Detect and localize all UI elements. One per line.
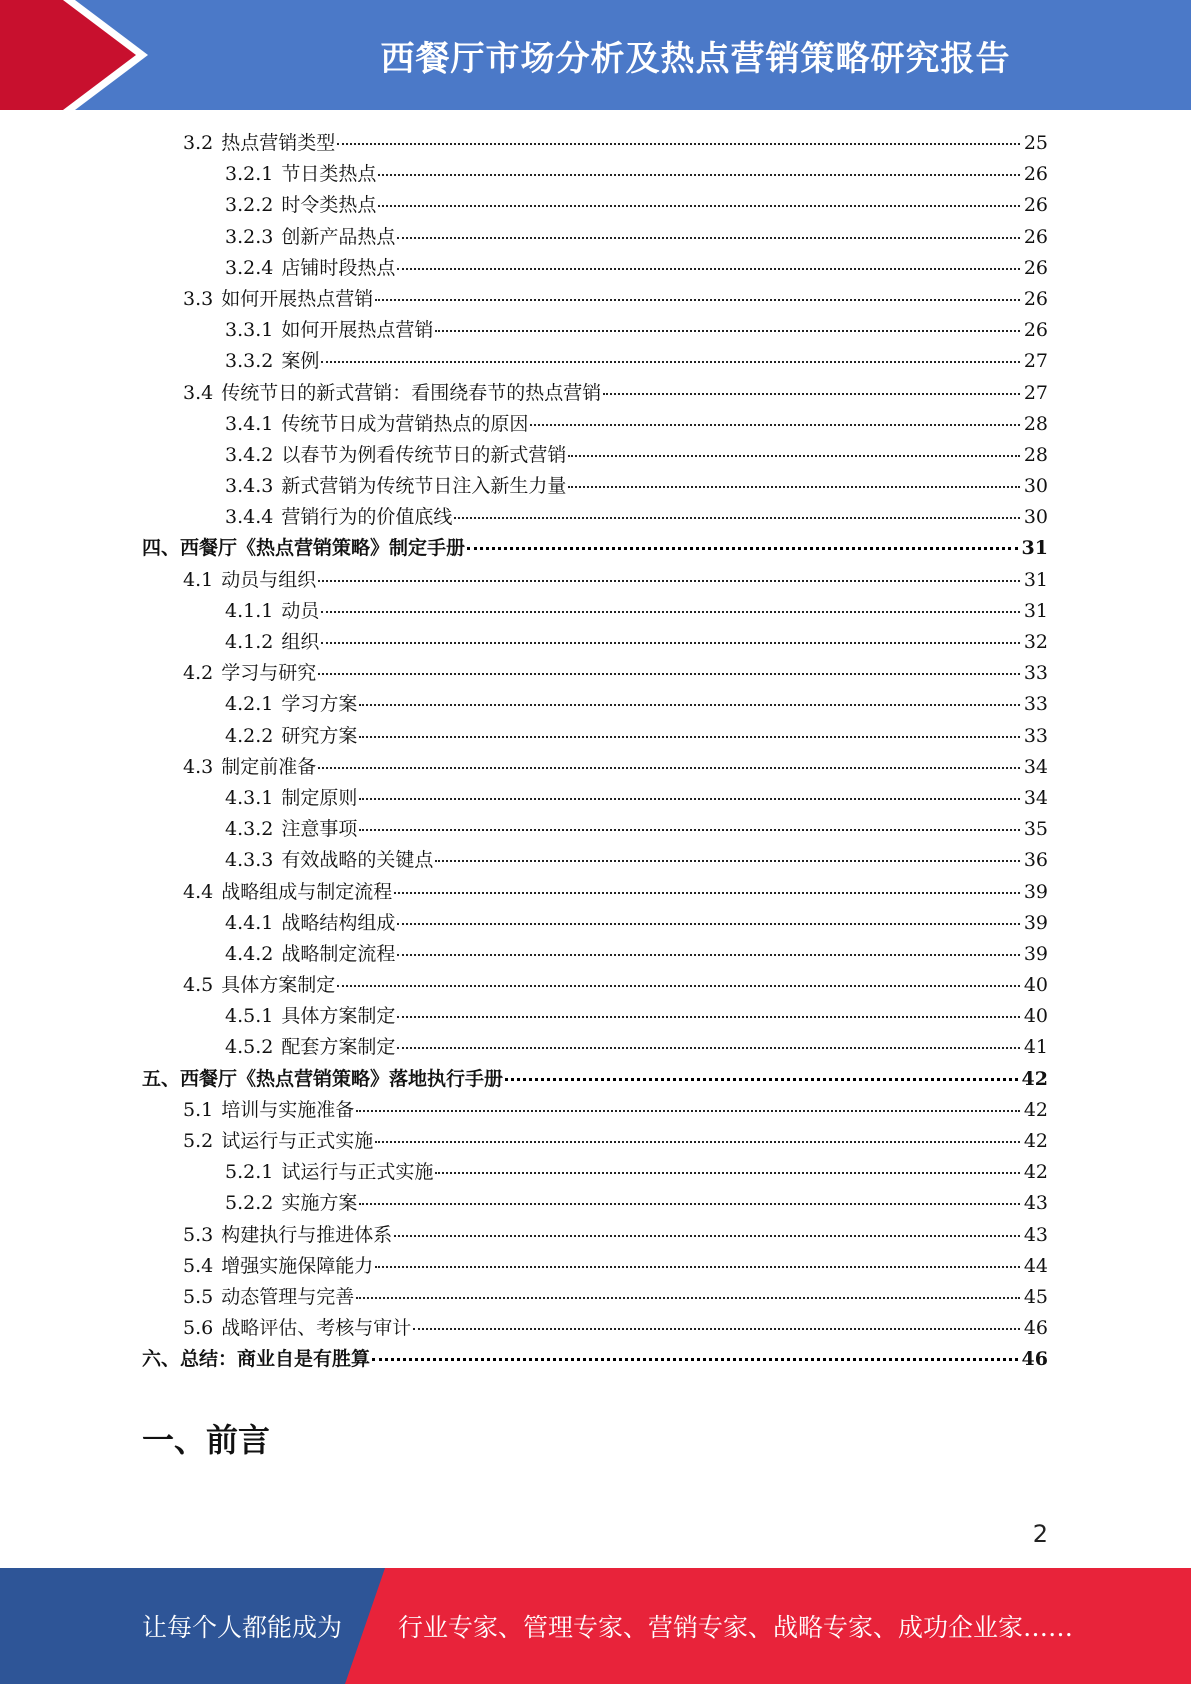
toc-entry[interactable] xyxy=(142,1126,1048,1157)
page-number: 2 xyxy=(1032,1520,1048,1548)
toc-entry-page: 25 xyxy=(1023,132,1048,154)
toc-dot-leader xyxy=(397,237,1019,239)
toc-entry-title: 制定前准备 xyxy=(221,755,317,778)
toc-entry-page: 31 xyxy=(1023,568,1048,591)
toc-entry-number: 4.2 xyxy=(183,662,214,685)
toc-entry[interactable] xyxy=(142,565,1048,596)
toc-dot-leader xyxy=(337,985,1020,987)
toc-entry[interactable] xyxy=(142,721,1048,752)
toc-dot-leader xyxy=(375,1266,1020,1268)
toc-dot-leader xyxy=(375,299,1020,301)
toc-dot-leader xyxy=(394,892,1020,894)
toc-entry-title: 动员 xyxy=(281,599,320,622)
toc-entry[interactable] xyxy=(142,409,1048,440)
toc-entry-title: 有效战略的关键点 xyxy=(281,849,434,872)
toc-entry[interactable] xyxy=(142,1188,1048,1219)
toc-entry-page: 28 xyxy=(1023,443,1048,466)
toc-dot-leader xyxy=(321,642,1019,644)
toc-entry-number: 4.3.2 xyxy=(225,818,274,841)
toc-entry-number: 3.2 xyxy=(183,132,214,154)
toc-entry-number: 3.2.4 xyxy=(225,256,274,279)
toc-dot-leader xyxy=(413,1328,1020,1330)
toc-entry-number: 4.3.3 xyxy=(225,849,274,872)
toc-dot-leader xyxy=(356,1110,1020,1112)
page-header xyxy=(0,0,1191,110)
toc-dot-leader xyxy=(318,673,1020,675)
toc-entry-title: 构建执行与推进体系 xyxy=(221,1223,393,1246)
toc-entry-title: 时令类热点 xyxy=(281,194,377,217)
toc-entry-title: 具体方案制定 xyxy=(281,1005,396,1028)
toc-dot-leader xyxy=(397,954,1019,956)
toc-entry-page: 46 xyxy=(1021,1348,1048,1371)
toc-entry-page: 34 xyxy=(1023,786,1048,809)
toc-entry[interactable] xyxy=(142,1032,1048,1063)
toc-entry-title: 以春节为例看传统节日的新式营销 xyxy=(281,443,567,466)
toc-entry-number: 4.4.1 xyxy=(225,911,274,934)
toc-dot-leader xyxy=(359,829,1019,831)
toc-entry[interactable] xyxy=(142,658,1048,689)
page-footer xyxy=(0,1568,1191,1684)
toc-entry[interactable] xyxy=(142,471,1048,502)
toc-entry-page: 30 xyxy=(1023,506,1048,529)
toc-entry-page: 31 xyxy=(1021,537,1048,560)
toc-entry-title: 案例 xyxy=(281,350,320,373)
toc-entry-number: 5.2.2 xyxy=(225,1192,274,1215)
toc-entry-title: 如何开展热点营销 xyxy=(221,287,374,310)
toc-entry-number: 5.4 xyxy=(183,1254,214,1277)
toc-entry-number: 5.2.1 xyxy=(225,1161,274,1184)
toc-dot-leader xyxy=(375,1141,1020,1143)
toc-entry-page: 40 xyxy=(1023,1005,1048,1028)
toc-entry-number: 3.4.3 xyxy=(225,475,274,498)
toc-dot-leader xyxy=(359,798,1019,800)
toc-entry[interactable] xyxy=(142,814,1048,845)
toc-entry-number: 4.4.2 xyxy=(225,942,274,965)
toc-entry-title: 研究方案 xyxy=(281,724,358,747)
toc-entry[interactable] xyxy=(142,190,1048,221)
toc-dot-leader xyxy=(454,517,1019,519)
toc-entry-title: 传统节日的新式营销：看围绕春节的热点营销 xyxy=(221,381,602,404)
toc-entry-title: 新式营销为传统节日注入新生力量 xyxy=(281,475,567,498)
toc-entry[interactable] xyxy=(142,627,1048,658)
toc-entry[interactable] xyxy=(142,845,1048,876)
toc-entry-page: 42 xyxy=(1023,1098,1048,1121)
toc-dot-leader xyxy=(394,1235,1020,1237)
toc-entry[interactable] xyxy=(142,1001,1048,1032)
toc-entry[interactable] xyxy=(142,877,1048,908)
toc-entry-page: 39 xyxy=(1023,942,1048,965)
toc-entry[interactable] xyxy=(142,970,1048,1001)
toc-entry-number: 4.5 xyxy=(183,974,214,997)
toc-dot-leader xyxy=(603,393,1020,395)
toc-entry-title: 营销行为的价值底线 xyxy=(281,506,453,529)
toc-dot-leader xyxy=(568,486,1019,488)
toc-entry-title: 配套方案制定 xyxy=(281,1036,396,1059)
toc-entry-title: 动员与组织 xyxy=(221,568,317,591)
toc-entry-number: 3.2.3 xyxy=(225,225,274,248)
toc-entry-title: 实施方案 xyxy=(281,1192,358,1215)
toc-entry-title: 战略组成与制定流程 xyxy=(221,880,393,903)
toc-entry-title: 增强实施保障能力 xyxy=(221,1254,374,1277)
toc-entry-title: 动态管理与完善 xyxy=(221,1285,355,1308)
toc-entry-page: 44 xyxy=(1023,1254,1048,1277)
toc-entry[interactable] xyxy=(142,533,1048,564)
toc-entry-title: 试运行与正式实施 xyxy=(281,1161,434,1184)
toc-entry-number: 5.5 xyxy=(183,1285,214,1308)
toc-entry-number: 4.1 xyxy=(183,568,214,591)
toc-entry-number: 3.3.1 xyxy=(225,319,274,342)
toc-entry-page: 45 xyxy=(1023,1285,1048,1308)
toc-dot-leader xyxy=(435,860,1019,862)
toc-entry-page: 26 xyxy=(1023,225,1048,248)
toc-entry-number: 3.2.2 xyxy=(225,194,274,217)
toc-entry-number: 5.6 xyxy=(183,1317,214,1340)
toc-entry-page: 28 xyxy=(1023,412,1048,435)
toc-entry-title: 战略制定流程 xyxy=(281,942,396,965)
toc-entry-title: 战略结构组成 xyxy=(281,911,396,934)
toc-dot-leader xyxy=(397,923,1019,925)
toc-entry-title: 传统节日成为营销热点的原因 xyxy=(281,412,529,435)
toc-dot-leader xyxy=(467,547,1018,550)
toc-dot-leader xyxy=(530,424,1019,426)
toc-dot-leader xyxy=(378,205,1019,207)
toc-entry-title: 六、总结：商业自是有胜算 xyxy=(142,1348,371,1371)
toc-entry-number: 3.4.1 xyxy=(225,412,274,435)
toc-entry-page: 27 xyxy=(1023,350,1048,373)
toc-entry-page: 31 xyxy=(1023,599,1048,622)
toc-entry[interactable] xyxy=(142,596,1048,627)
toc-entry-number: 4.5.2 xyxy=(225,1036,274,1059)
toc-entry-page: 35 xyxy=(1023,818,1048,841)
toc-dot-leader xyxy=(568,455,1019,457)
toc-entry-page: 33 xyxy=(1023,662,1048,685)
toc-entry-title: 四、西餐厅《热点营销策略》制定手册 xyxy=(142,537,466,560)
footer-slogan-left: 让每个人都能成为 xyxy=(142,1613,343,1642)
toc-entry-page: 27 xyxy=(1023,381,1048,404)
toc-entry-page: 32 xyxy=(1023,631,1048,653)
toc-entry-number: 4.2.1 xyxy=(225,693,274,716)
toc-entry[interactable] xyxy=(142,783,1048,814)
toc-dot-leader xyxy=(321,361,1019,363)
toc-entry-title: 学习方案 xyxy=(281,693,358,716)
toc-entry[interactable] xyxy=(142,222,1048,253)
toc-entry[interactable] xyxy=(142,1313,1048,1344)
toc-entry[interactable] xyxy=(142,908,1048,939)
toc-entry-number: 4.1.2 xyxy=(225,631,274,653)
toc-entry[interactable] xyxy=(142,440,1048,471)
toc-entry[interactable] xyxy=(142,939,1048,970)
toc-entry-page: 41 xyxy=(1023,1036,1048,1059)
table-of-contents xyxy=(142,128,1048,1376)
footer-slogan-right: 行业专家、管理专家、营销专家、战略专家、成功企业家…… xyxy=(398,1613,1074,1642)
toc-entry-number: 5.2 xyxy=(183,1130,214,1152)
toc-entry[interactable] xyxy=(142,346,1048,377)
toc-entry[interactable] xyxy=(142,1251,1048,1282)
toc-dot-leader xyxy=(321,611,1019,613)
toc-entry-page: 42 xyxy=(1023,1161,1048,1184)
toc-entry[interactable] xyxy=(142,689,1048,720)
toc-entry-title: 创新产品热点 xyxy=(281,225,396,248)
toc-entry-page: 43 xyxy=(1023,1223,1048,1246)
toc-dot-leader xyxy=(318,580,1020,582)
toc-dot-leader xyxy=(318,767,1020,769)
toc-entry[interactable] xyxy=(142,752,1048,783)
toc-entry[interactable] xyxy=(142,378,1048,409)
toc-entry-number: 4.5.1 xyxy=(225,1005,274,1028)
toc-entry-title: 培训与实施准备 xyxy=(221,1098,355,1121)
toc-entry-title: 战略评估、考核与审计 xyxy=(221,1317,412,1340)
toc-dot-leader xyxy=(397,1016,1019,1018)
toc-entry-number: 3.4.2 xyxy=(225,443,274,466)
toc-entry[interactable] xyxy=(142,315,1048,346)
toc-entry-page: 26 xyxy=(1023,287,1048,310)
toc-entry-title: 如何开展热点营销 xyxy=(281,319,434,342)
toc-entry[interactable] xyxy=(142,1220,1048,1251)
toc-entry-number: 4.2.2 xyxy=(225,724,274,747)
toc-entry-page: 40 xyxy=(1023,974,1048,997)
toc-entry-number: 4.1.1 xyxy=(225,599,274,622)
toc-entry-title: 制定原则 xyxy=(281,786,358,809)
toc-dot-leader xyxy=(359,704,1019,706)
toc-dot-leader xyxy=(359,1203,1019,1205)
toc-dot-leader xyxy=(356,1297,1020,1299)
toc-entry-page: 36 xyxy=(1023,849,1048,872)
toc-entry-page: 26 xyxy=(1023,194,1048,217)
toc-entry[interactable] xyxy=(142,1344,1048,1375)
toc-entry[interactable] xyxy=(142,159,1048,190)
document-title: 西餐厅市场分析及热点营销策略研究报告 xyxy=(380,38,1011,79)
toc-entry-page: 26 xyxy=(1023,256,1048,279)
toc-entry-number: 3.4.4 xyxy=(225,506,274,529)
toc-entry-number: 3.3.2 xyxy=(225,350,274,373)
toc-entry-title: 热点营销类型 xyxy=(221,132,336,154)
toc-entry-page: 34 xyxy=(1023,755,1048,778)
toc-entry-number: 5.3 xyxy=(183,1223,214,1246)
section-heading: 一、前言 xyxy=(142,1421,271,1459)
toc-entry-number: 4.3 xyxy=(183,755,214,778)
toc-entry-page: 43 xyxy=(1023,1192,1048,1215)
toc-entry-title: 具体方案制定 xyxy=(221,974,336,997)
toc-entry[interactable] xyxy=(142,128,1048,159)
toc-entry-title: 学习与研究 xyxy=(221,662,317,685)
toc-entry-number: 5.1 xyxy=(183,1098,214,1121)
toc-entry-number: 4.3.1 xyxy=(225,786,274,809)
toc-dot-leader xyxy=(435,1172,1019,1174)
toc-entry-number: 3.3 xyxy=(183,287,214,310)
toc-entry-title: 注意事项 xyxy=(281,818,358,841)
toc-entry[interactable] xyxy=(142,502,1048,533)
toc-entry-number: 4.4 xyxy=(183,880,214,903)
toc-entry[interactable] xyxy=(142,1064,1048,1095)
toc-entry-number: 3.4 xyxy=(183,381,214,404)
toc-entry-page: 33 xyxy=(1023,693,1048,716)
toc-dot-leader xyxy=(359,736,1019,738)
toc-dot-leader xyxy=(378,174,1019,176)
toc-entry[interactable] xyxy=(142,1095,1048,1126)
toc-dot-leader xyxy=(337,143,1020,145)
toc-dot-leader xyxy=(397,268,1019,270)
toc-entry[interactable] xyxy=(142,253,1048,284)
toc-entry-title: 五、西餐厅《热点营销策略》落地执行手册 xyxy=(142,1067,504,1090)
toc-entry-page: 26 xyxy=(1023,163,1048,186)
toc-entry-title: 节日类热点 xyxy=(281,163,377,186)
toc-entry-title: 店铺时段热点 xyxy=(281,256,396,279)
toc-entry-page: 42 xyxy=(1021,1067,1048,1090)
toc-entry-title: 组织 xyxy=(281,631,320,653)
toc-entry-page: 33 xyxy=(1023,724,1048,747)
toc-entry-page: 26 xyxy=(1023,319,1048,342)
toc-entry-number: 3.2.1 xyxy=(225,163,274,186)
toc-dot-leader xyxy=(397,1047,1019,1049)
toc-entry-page: 39 xyxy=(1023,880,1048,903)
toc-entry-page: 42 xyxy=(1023,1130,1048,1152)
toc-entry[interactable] xyxy=(142,284,1048,315)
toc-dot-leader xyxy=(505,1078,1018,1081)
toc-entry-page: 30 xyxy=(1023,475,1048,498)
toc-entry-page: 46 xyxy=(1023,1317,1048,1340)
toc-dot-leader xyxy=(372,1358,1018,1361)
toc-entry[interactable] xyxy=(142,1157,1048,1188)
toc-entry[interactable] xyxy=(142,1282,1048,1313)
toc-dot-leader xyxy=(435,330,1019,332)
toc-entry-title: 试运行与正式实施 xyxy=(221,1130,374,1152)
toc-entry-page: 39 xyxy=(1023,911,1048,934)
